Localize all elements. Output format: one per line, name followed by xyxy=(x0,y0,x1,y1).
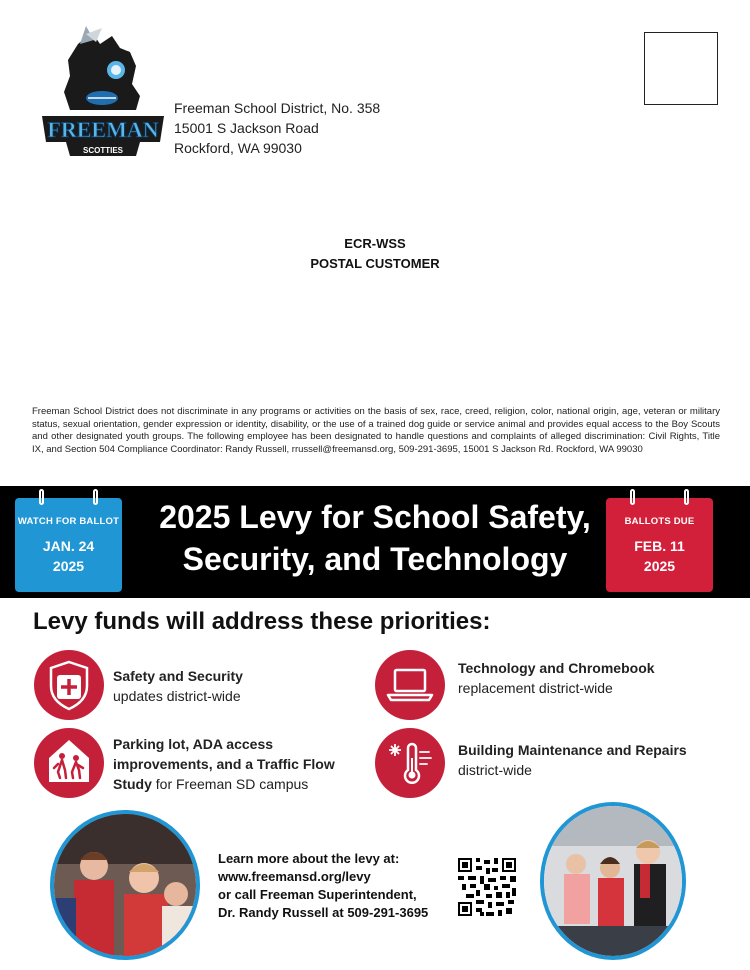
learn-more-line-3: or call Freeman Superintendent, xyxy=(218,887,417,902)
priority-title-line-3: Study xyxy=(113,776,152,792)
priority-title-line-1: Parking lot, ADA access xyxy=(113,736,274,752)
superintendent-phone: Dr. Randy Russell at 509-291-3695 xyxy=(218,905,429,920)
banner-title-line-1: 2025 Levy for School Safety, xyxy=(159,499,591,535)
sender-line-3: Rockford, WA 99030 xyxy=(174,140,302,156)
qr-code-icon[interactable] xyxy=(458,858,516,916)
freeman-scotties-logo xyxy=(40,26,166,162)
banner-title xyxy=(130,496,620,580)
postal-line-1: ECR-WSS xyxy=(344,236,406,251)
calendar-date xyxy=(22,536,115,576)
students-photo-right xyxy=(540,802,686,960)
calendar-date-year: 2025 xyxy=(643,558,676,574)
shield-cross-icon xyxy=(34,650,104,720)
priority-detail: for Freeman SD campus xyxy=(155,776,309,792)
stamp-box xyxy=(644,32,718,105)
priority-detail: district-wide xyxy=(458,762,532,778)
learn-more-line-1: Learn more about the levy at: xyxy=(218,851,400,866)
calendar-date xyxy=(613,536,706,576)
nondiscrimination-disclaimer: Freeman School District does not discriminate in any programs or activities on the basis of sex, race, creed, religion, color, national origin, age, veteran or military status, sexual orientation, gender expression or identity, disability, or the use of a trained dog guide or service animal and provides equal access to the Boy Scouts and other designated youth groups. The following employee has been designated to handle questions and complaints of alleged discrimination: Civil Rights, Title IX, and Section 504 Compliance Coordinator: Randy Russell, rrussell@freemansd.org, 509-291-3695, 15001 S Jackson Rd. Rockford, WA 99030 xyxy=(32,406,720,455)
calendar-date-day: JAN. 24 xyxy=(42,538,95,554)
postal-customer-block xyxy=(0,234,750,274)
logo-text: FREEMAN xyxy=(47,117,159,142)
priority-maintenance xyxy=(458,740,708,780)
school-crossing-icon xyxy=(34,728,104,798)
priority-parking xyxy=(113,734,353,794)
priority-title: Building Maintenance and Repairs xyxy=(458,742,687,758)
priority-safety xyxy=(113,666,363,706)
sender-line-1: Freeman School District, No. 358 xyxy=(174,100,381,116)
laptop-icon xyxy=(375,650,445,720)
priorities-heading: Levy funds will address these priorities: xyxy=(33,608,491,635)
sender-address xyxy=(174,98,380,158)
calendar-ring-icon xyxy=(93,489,98,505)
students-photo-left xyxy=(50,810,200,960)
thermometer-snowflake-icon xyxy=(375,728,445,798)
learn-more-block xyxy=(218,850,428,922)
banner-title-line-2: Security, and Technology xyxy=(182,541,568,577)
priority-detail: replacement district-wide xyxy=(458,680,613,696)
priority-title: Safety and Security xyxy=(113,668,243,684)
calendar-header: WATCH FOR BALLOT xyxy=(17,516,120,527)
calendar-ring-icon xyxy=(630,489,635,505)
calendar-date-year: 2025 xyxy=(52,558,85,574)
priority-technology xyxy=(458,658,708,698)
calendar-ballots-due xyxy=(606,498,713,592)
calendar-watch-for-ballot xyxy=(15,498,122,592)
calendar-header: BALLOTS DUE xyxy=(624,516,695,527)
levy-website-link[interactable]: www.freemansd.org/levy xyxy=(218,869,371,884)
logo-subtext: SCOTTIES xyxy=(82,146,124,155)
postal-line-2: POSTAL CUSTOMER xyxy=(310,256,440,271)
calendar-date-day: FEB. 11 xyxy=(634,538,685,554)
calendar-ring-icon xyxy=(684,489,689,505)
sender-line-2: 15001 S Jackson Road xyxy=(174,120,319,136)
priority-title: Technology and Chromebook xyxy=(458,660,655,676)
calendar-ring-icon xyxy=(39,489,44,505)
priority-detail: updates district-wide xyxy=(113,688,241,704)
priority-title-line-2: improvements, and a Traffic Flow xyxy=(113,756,335,772)
